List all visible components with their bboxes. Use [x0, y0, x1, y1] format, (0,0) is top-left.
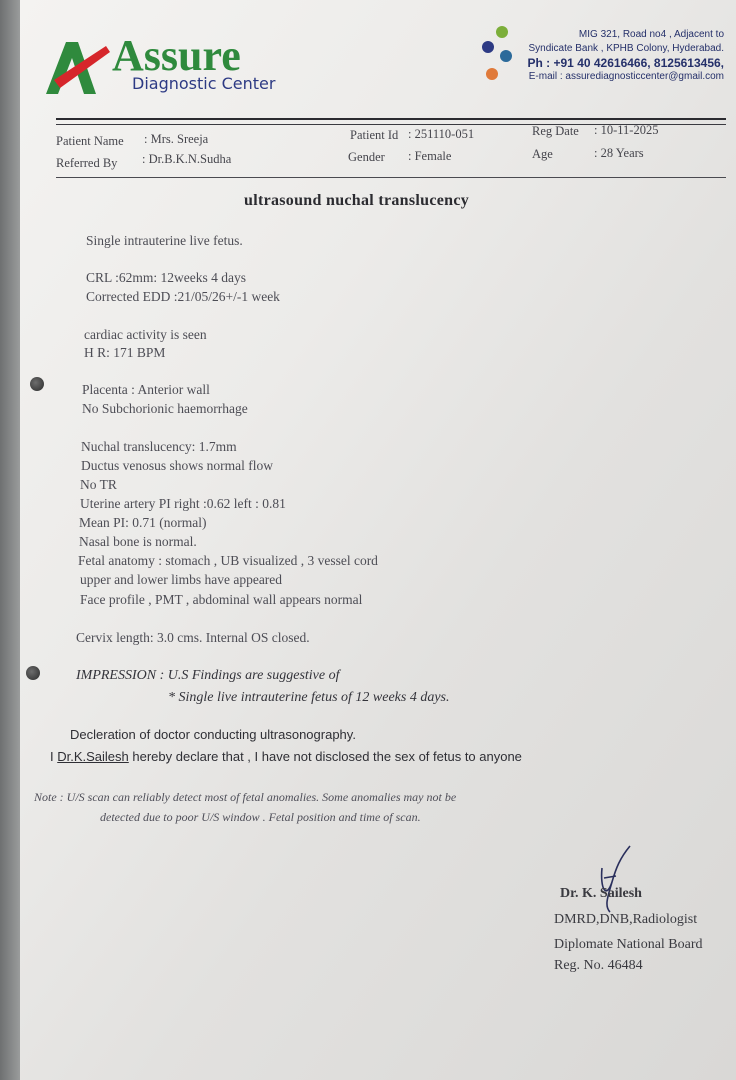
doctor-board: Diplomate National Board	[554, 937, 703, 952]
impression-text: * Single live intrauterine fetus of 12 weeks 4 days.	[168, 690, 450, 705]
doctor-name: Dr. K. Sailesh	[560, 886, 642, 901]
declaration-body: hereby declare that , I have not disclosed the sex of fetus to anyone	[128, 749, 522, 764]
finding-line: Face profile , PMT , abdominal wall appears normal	[80, 592, 363, 607]
declaration-prefix: I	[50, 749, 58, 764]
address-line-1: MIG 321, Road no4 , Adjacent to	[578, 29, 724, 40]
impression-heading: IMPRESSION : U.S Findings are suggestive of	[76, 668, 340, 683]
patient-name-value: : Mrs. Sreeja	[144, 132, 209, 146]
finding-line: Nuchal translucency: 1.7mm	[81, 439, 237, 454]
assure-logo-icon	[44, 36, 114, 96]
logo-subtitle: Diagnostic Center	[132, 74, 276, 93]
gender-label: Gender	[348, 150, 385, 164]
finding-line: Corrected EDD :21/05/26+/-1 week	[86, 289, 280, 304]
age-label: Age	[532, 147, 553, 161]
finding-line: No TR	[80, 477, 117, 492]
finding-line: No Subchorionic haemorrhage	[82, 401, 248, 416]
address-line-2: Syndicate Bank , KPHB Colony, Hyderabad.	[528, 43, 724, 54]
finding-line: cardiac activity is seen	[84, 327, 207, 342]
referred-by-value: : Dr.B.K.N.Sudha	[142, 152, 232, 166]
finding-line: upper and lower limbs have appeared	[80, 572, 283, 587]
declaration-doctor: Dr.K.Sailesh	[57, 749, 129, 764]
patient-info-divider	[56, 177, 726, 178]
patient-name-label: Patient Name	[56, 134, 124, 148]
dots-logo-icon	[480, 22, 520, 82]
punch-hole	[30, 377, 44, 391]
finding-line: Placenta : Anterior wall	[82, 382, 210, 397]
note-line-1: Note : U/S scan can reliably detect most of fetal anomalies. Some anomalies may not be	[34, 790, 457, 804]
declaration-text	[50, 749, 522, 764]
reg-date-value: : 10-11-2025	[594, 123, 659, 137]
doctor-degree: DMRD,DNB,Radiologist	[554, 912, 698, 927]
patient-id-value: : 251110-051	[408, 127, 475, 141]
doctor-reg-number: Reg. No. 46484	[554, 958, 643, 973]
phone-number: Ph : +91 40 42616466, 8125613456,	[527, 56, 724, 70]
age-value: : 28 Years	[594, 146, 644, 160]
note-line-2: detected due to poor U/S window . Fetal position and time of scan.	[100, 810, 421, 824]
finding-line: Uterine artery PI right :0.62 left : 0.81	[80, 496, 286, 511]
report-page	[20, 0, 736, 1080]
report-title: ultrasound nuchal translucency	[244, 192, 470, 209]
finding-line: Mean PI: 0.71 (normal)	[79, 515, 207, 530]
referred-by-label: Referred By	[56, 156, 118, 170]
center-address	[528, 28, 725, 84]
patient-id-label: Patient Id	[350, 128, 399, 142]
email-address: E-mail : assurediagnosticcenter@gmail.com	[528, 71, 724, 82]
finding-line: Ductus venosus shows normal flow	[81, 458, 273, 473]
finding-line: Single intrauterine live fetus.	[86, 233, 243, 248]
doctor-signature	[582, 838, 642, 918]
punch-hole	[26, 666, 40, 680]
declaration-title: Decleration of doctor conducting ultrasonography.	[70, 727, 356, 742]
finding-line: CRL :62mm: 12weeks 4 days	[86, 270, 246, 285]
finding-line: H R: 171 BPM	[84, 345, 166, 360]
binder-edge	[0, 0, 20, 1080]
gender-value: : Female	[408, 149, 452, 163]
header-divider	[56, 118, 726, 120]
finding-line: Cervix length: 3.0 cms. Internal OS closed.	[76, 630, 310, 645]
logo-name: Assure	[112, 31, 241, 80]
finding-line: Fetal anatomy : stomach , UB visualized , 3 vessel cord	[78, 553, 378, 568]
finding-line: Nasal bone is normal.	[79, 534, 197, 549]
reg-date-label: Reg Date	[532, 124, 579, 138]
